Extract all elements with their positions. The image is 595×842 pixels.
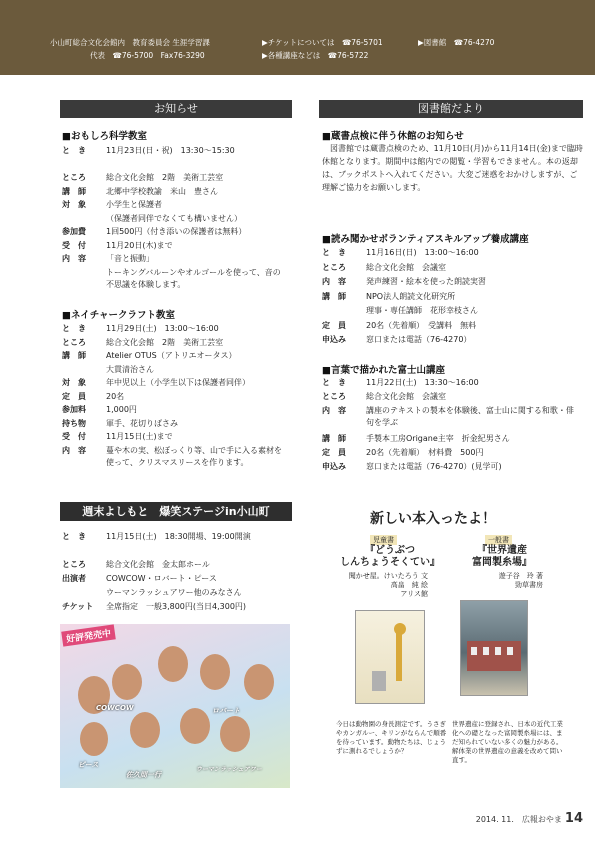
nature-craft-heading: ■ネイチャークラフト教室 — [62, 310, 176, 321]
tag-cowcow: COWCOW — [96, 704, 134, 712]
page-number: 14 — [564, 811, 583, 826]
detail-value: トーキングバルーンやオルゴールを使って、音の不思議を体験します。 — [106, 267, 281, 289]
detail-value: 11月22日(土) 13:30～16:00 — [366, 378, 479, 387]
detail-value: 軍手、花切りばさみ — [106, 418, 178, 428]
book1-description: 今日は動物園の身長測定です。うさぎやカンガルー、キリンがならんで順番を待っています。動物たちは、じょうずに測れるでしょうか？ — [336, 720, 447, 755]
detail-row — [62, 172, 286, 184]
detail-label: 定 員 — [322, 448, 346, 457]
new-books-title: 新しい本入ったよ！ — [370, 511, 496, 527]
performer-face — [112, 664, 142, 700]
detail-value: 総合文化会館 2階 美術工芸室 — [106, 337, 224, 347]
detail-value: 20名（先着順） 受講料 無料 — [366, 320, 477, 330]
library-line: ▶図書館 ☎76-4270 — [418, 38, 495, 47]
detail-row — [62, 253, 286, 265]
detail-row — [62, 323, 286, 335]
detail-row — [62, 391, 286, 403]
detail-value: 全席指定 一般3,800円(当日4,300円) — [106, 602, 247, 611]
detail-row — [322, 377, 578, 389]
detail-row — [322, 320, 578, 332]
header-bar — [0, 0, 595, 75]
detail-value: 20名 — [106, 391, 125, 401]
book2-description: 世界遺産に登録され、日本の近代工業化への礎となった富岡製糸場には、まだ知られていない多くの魅力がある。解体業の世界遺産の意義を改めて問い直す。 — [452, 720, 563, 764]
detail-row — [62, 350, 286, 362]
page-footer — [476, 811, 583, 826]
detail-row — [62, 199, 286, 211]
org-line: 小山町総合文化会館内 教育委員会 生涯学習課 — [50, 38, 210, 47]
detail-row — [62, 226, 286, 238]
detail-value: 11月15日(土)まで — [106, 432, 173, 441]
tag-peace: ピース — [78, 761, 99, 769]
footer-date: 2014. 11. 広報おやま — [475, 815, 562, 824]
book2-author: 遊子谷 玲 著 勁草書房 — [498, 572, 543, 589]
detail-label: 講 師 — [62, 186, 86, 196]
detail-row — [62, 145, 286, 157]
book1-cover — [355, 610, 425, 704]
detail-label: 内 容 — [322, 406, 346, 415]
detail-value: 1回500円（付き添いの保護者は無料） — [106, 227, 247, 236]
tag-woman-rush-hour: ウーマンラッシュアワー — [196, 766, 262, 773]
detail-value: 総合文化会館 会議室 — [366, 262, 446, 272]
detail-label: 申込み — [322, 335, 346, 344]
detail-row — [62, 531, 286, 543]
detail-label: 内 容 — [62, 254, 86, 263]
detail-row — [62, 601, 286, 613]
detail-row — [322, 247, 578, 259]
detail-value: 総合文化会館 会議室 — [366, 392, 446, 401]
detail-row — [322, 433, 578, 445]
book2-category: 一般書 — [485, 535, 512, 545]
detail-value: 年中児以上（小学生以下は保護者同伴） — [106, 378, 250, 387]
tag-sakuma: 佐久間一行 — [126, 771, 161, 779]
science-class-heading: ■おもしろ科学教室 — [62, 131, 147, 142]
performer-face — [200, 654, 230, 690]
closure-body: 図書館では蔵書点検のため、11月10日(月)から11月14日(金)まで臨時休館となります。期間中は館内での閲覧・学習もできません。本の返却は、ブックポストへ入れてください。大変ご迷惑をおかけしますが、ご理解ご協力をお願いします。 — [322, 144, 583, 192]
detail-value: 窓口または電話（76-4270） — [366, 335, 472, 344]
detail-row — [62, 337, 286, 349]
detail-label: チケット — [62, 602, 94, 611]
rep-line: 代表 ☎76-5700 Fax76-3290 — [90, 51, 205, 60]
detail-value: 総合文化会館 2階 美術工芸室 — [106, 173, 224, 182]
detail-value: 蔓や木の実、松ぼっくり等、山で手に入る素材を使って、クリスマスリースを作ります。 — [106, 445, 282, 467]
detail-value: Atelier OTUS（アトリエオータス） — [106, 351, 237, 360]
detail-row — [62, 377, 286, 389]
detail-label: ところ — [62, 337, 86, 347]
detail-label: 内 容 — [322, 277, 346, 286]
detail-row — [62, 267, 286, 291]
detail-value: 1,000円 — [106, 405, 137, 414]
giraffe-illustration — [356, 611, 424, 703]
factory-illustration — [461, 601, 527, 695]
detail-value: 11月23日(日・祝) 13:30～15:30 — [106, 146, 235, 155]
detail-row — [322, 391, 578, 403]
detail-row — [62, 213, 286, 225]
detail-value: ウーマンラッシュアワー他のみなさん — [106, 588, 242, 597]
detail-value: 11月20日(木)まで — [106, 240, 173, 250]
detail-row — [62, 559, 286, 571]
detail-value: 11月15日(土) 18:30開場、19:00開演 — [106, 532, 251, 541]
performer-face — [180, 708, 210, 744]
detail-label: と き — [62, 146, 86, 155]
library-title: 図書館だより — [319, 100, 583, 118]
detail-value: COWCOW・ロバート・ピース — [106, 574, 217, 583]
detail-label: と き — [322, 248, 346, 257]
performer-face — [130, 712, 160, 748]
detail-label: と き — [62, 324, 86, 333]
detail-value: 手製本工房Origane主宰 折金紀男さん — [366, 434, 510, 443]
performer-face — [244, 664, 274, 700]
detail-value: 11月16日(日) 13:00～16:00 — [366, 248, 479, 257]
detail-value: 理事・専任講師 花形幸枝さん — [366, 306, 478, 315]
book2-cover — [460, 600, 528, 696]
detail-row — [62, 445, 286, 469]
detail-row — [62, 587, 286, 599]
detail-label: 受 付 — [62, 432, 86, 441]
detail-label: と き — [62, 532, 86, 541]
performer-face — [158, 646, 188, 682]
detail-label: 定 員 — [322, 320, 346, 330]
performer-face — [80, 722, 108, 756]
detail-row — [322, 291, 578, 303]
closure-heading: ■蔵書点検に伴う休館のお知らせ — [322, 131, 464, 142]
detail-label: 受 付 — [62, 240, 86, 250]
book2-title: 『世界遺産 富岡製糸場』 — [472, 545, 532, 568]
detail-value: （保護者同伴でなくても構いません） — [106, 213, 242, 223]
detail-row — [62, 240, 286, 252]
detail-label: ところ — [62, 173, 86, 182]
detail-label: ところ — [322, 392, 346, 401]
detail-row — [322, 334, 578, 346]
detail-label: 申込み — [322, 462, 346, 471]
detail-label: と き — [322, 378, 346, 387]
detail-row — [62, 186, 286, 198]
book1-title: 『どうぶつ しんちょうそくてい』 — [340, 545, 440, 568]
detail-row — [322, 447, 578, 459]
detail-label: ところ — [322, 262, 346, 272]
fuji-lecture-heading: ■言葉で描かれた富士山講座 — [322, 365, 445, 376]
detail-label: 持ち物 — [62, 418, 86, 428]
detail-value: 小学生と保護者 — [106, 200, 162, 209]
detail-value: 20名（先着順） 材料費 500円 — [366, 448, 484, 457]
detail-row — [322, 405, 578, 429]
detail-value: 「音と振動」 — [106, 254, 154, 263]
detail-label: 内 容 — [62, 445, 86, 455]
ticket-line: ▶チケットについては ☎76-5701 — [262, 38, 383, 47]
detail-label: 対 象 — [62, 378, 86, 387]
detail-label: 出演者 — [62, 574, 86, 583]
detail-label: 講 師 — [62, 351, 86, 360]
detail-value: 11月29日(土) 13:00～16:00 — [106, 324, 219, 333]
book1-author: 聞かせ屋。けいたろう 文 高畠 純 絵 アリス館 — [348, 572, 428, 598]
performer-face — [220, 716, 250, 752]
detail-row — [62, 431, 286, 443]
notice-title: お知らせ — [60, 100, 292, 118]
detail-row — [62, 404, 286, 416]
detail-row — [322, 262, 578, 274]
detail-row — [322, 461, 578, 473]
detail-label: 講 師 — [322, 291, 346, 301]
detail-row — [62, 573, 286, 585]
detail-label: 参加費 — [62, 227, 86, 236]
book1-category: 児童書 — [370, 535, 397, 545]
detail-row — [62, 418, 286, 430]
detail-value: 大貫清治さん — [106, 364, 154, 374]
performers-photo — [60, 624, 290, 788]
detail-label: 定 員 — [62, 391, 86, 401]
detail-value: 発声練習・絵本を使った朗読実習 — [366, 277, 486, 286]
detail-value: 窓口または電話（76-4270）(見学可) — [366, 462, 502, 471]
detail-label: 対 象 — [62, 200, 86, 209]
detail-value: 総合文化会館 金太郎ホール — [106, 560, 210, 569]
reading-volunteer-heading: ■読み聞かせボランティアスキルアップ養成講座 — [322, 234, 529, 245]
detail-value: 講座のテキストの製本を体験後、富士山に関する和歌・俳句を学ぶ — [366, 406, 574, 427]
detail-row — [62, 364, 286, 376]
on-sale-stamp: 好評発売中 — [61, 624, 116, 646]
detail-value: NPO法人朗読文化研究所 — [366, 291, 456, 301]
tag-robert: ロバート — [212, 707, 240, 715]
yoshimoto-banner: 週末よしもと 爆笑ステージin小山町 — [60, 502, 292, 521]
detail-label: 講 師 — [322, 434, 346, 443]
detail-label: ところ — [62, 560, 86, 569]
detail-label: 参加料 — [62, 405, 86, 414]
detail-row — [322, 276, 578, 288]
detail-row — [322, 305, 578, 317]
other-line: ▶各種講座などは ☎76-5722 — [262, 51, 369, 60]
detail-value: 北郷中学校教諭 米山 豊さん — [106, 186, 218, 196]
